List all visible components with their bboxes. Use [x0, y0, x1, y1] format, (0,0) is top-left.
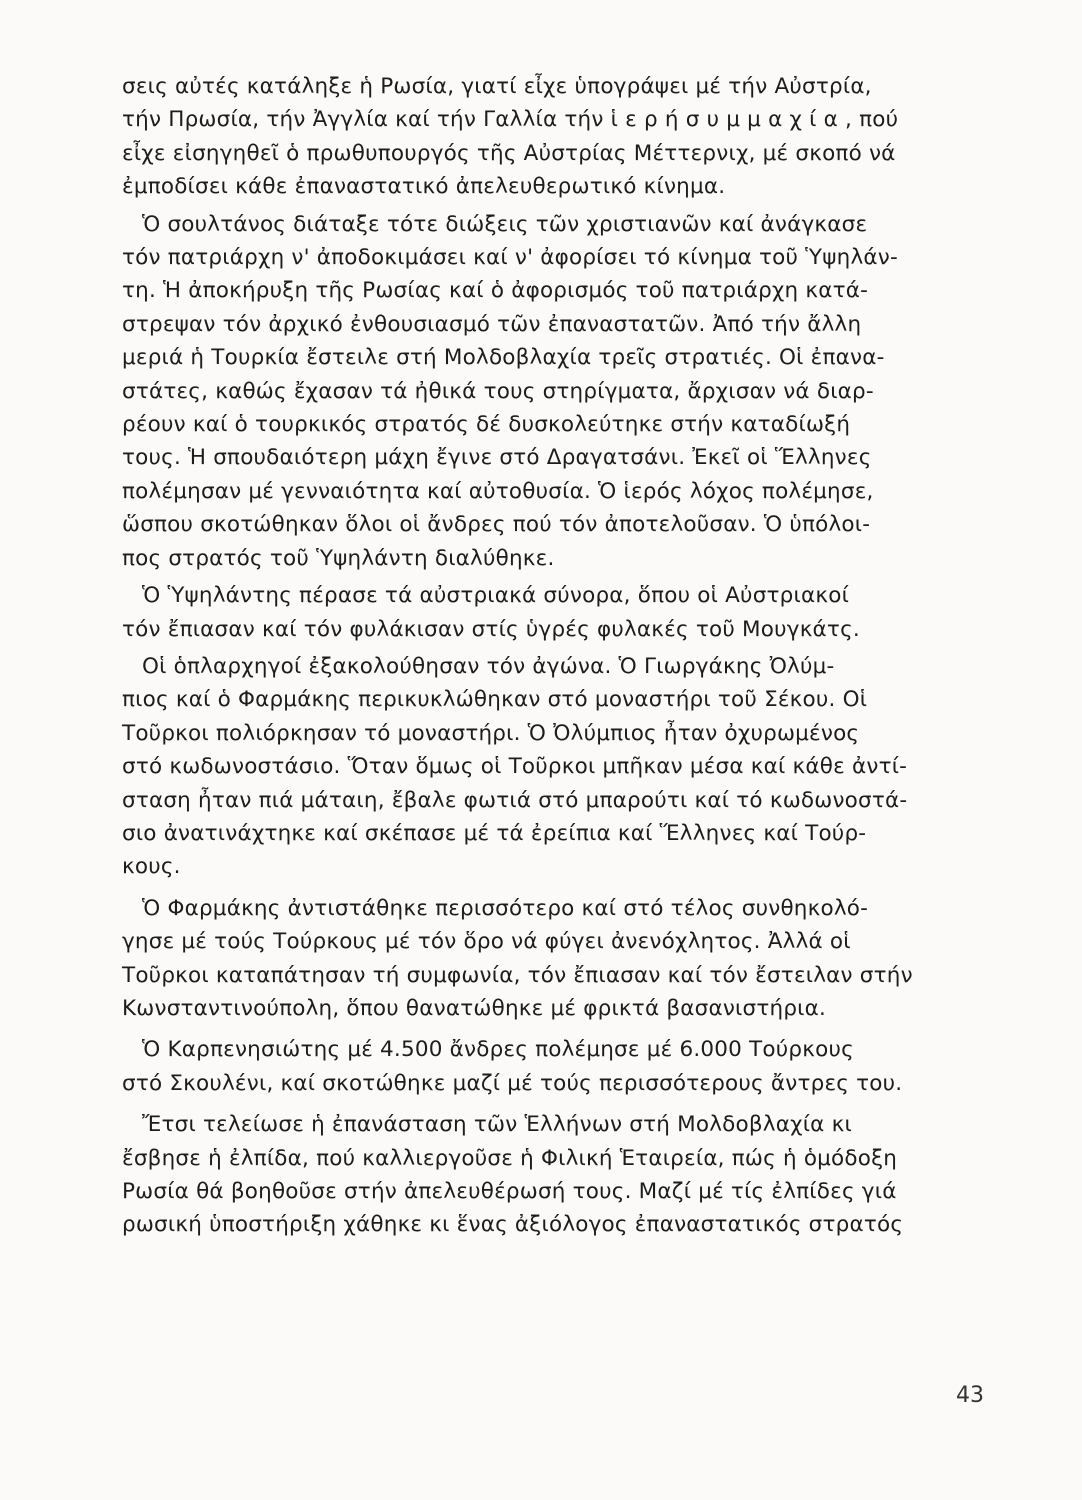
paragraph-5: Ὁ Φαρμάκης ἀντιστάθηκε περισσότερο καί στό τέλος συνθηκολό- γησε μέ τούς Τούρκους μέ τόν ὅρο νά φύγει ἀνενόχλητος. Ἀλλά οἱ Τοῦρκοι καταπάτησαν τή συμφωνία, τόν ἔπιασαν καί τόν ἔστειλαν στήν Κωνσταντινούπολη, ὅπου θανατώθηκε μέ φρικτά βασανιστήρια.	[122, 895, 913, 1021]
paragraph-6: Ὁ Καρπενησιώτης μέ 4.500 ἄνδρες πολέμησε μέ 6.000 Τούρκους στό Σκουλένι, καί σκοτώθηκε μαζί μέ τούς περισσότερους ἄντρες του.	[122, 1037, 903, 1096]
paragraph-4: Οἱ ὁπλαρχηγοί ἐξακολούθησαν τόν ἀγώνα. Ὁ Γιωργάκης Ὀλύμ- πιος καί ὁ Φαρμάκης περικυκλώθηκαν στό μοναστήρι τοῦ Σέκου. Οἱ Τοῦρκοι πολιόρκησαν τό μοναστήρι. Ὁ Ὀλύμπιος ἦταν ὀχυρωμένος στό κωδωνοστάσιο. Ὅταν ὅμως οἱ Τοῦρκοι μπῆκαν μέσα καί κάθε ἀντί- σταση ἦταν πιά μάταιη, ἔβαλε φωτιά στό μπαρούτι καί τό κωδωνοστά- σιο ἀνατινάχτηκε καί σκέπασε μέ τά ἐρείπια καί Ἕλληνες καί Τούρ- κους.	[122, 653, 908, 880]
body-text	[122, 70, 980, 1242]
paragraph-2: Ὁ σουλτάνος διάταξε τότε διώξεις τῶν χριστιανῶν καί ἀνάγκασε τόν πατριάρχη ν' ἀποδοκιμάσει καί ν' ἀφορίσει τό κίνημα τοῦ Ὑψηλάν- τη. Ἡ ἀποκήρυξη τῆς Ρωσίας καί ὁ ἀφορισμός τοῦ πατριάρχη κατά- στρεψαν τόν ἀρχικό ἐνθουσιασμό τῶν ἐπαναστατῶν. Ἀπό τήν ἄλλη μεριά ἡ Τουρκία ἔστειλε στή Μολδοβλαχία τρεῖς στρατιές. Οἱ ἐπανα- στάτες, καθώς ἔχασαν τά ἠθικά τους στηρίγματα, ἄρχισαν νά διαρ- ρέουν καί ὁ τουρκικός στρατός δέ δυσκολεύτηκε στήν καταδίωξή τους. Ἡ σπουδαιότερη μάχη ἔγινε στό Δραγατσάνι. Ἐκεῖ οἱ Ἕλληνες πολέμησαν μέ γενναιότητα καί αὐτοθυσία. Ὁ ἱερός λόχος πολέμησε, ὥσπου σκοτώθηκαν ὅλοι οἱ ἄνδρες πού τόν ἀποτελοῦσαν. Ὁ ὑπόλοι- πος στρατός τοῦ Ὑψηλάντη διαλύθηκε.	[122, 211, 898, 571]
paragraph-1: σεις αὐτές κατάληξε ἡ Ρωσία, γιατί εἶχε ὑπογράψει μέ τήν Αὐστρία, τήν Πρωσία, τήν Ἀγγλία καί τήν Γαλλία τήν ἱ ε ρ ή σ υ μ μ α χ ί α , πού εἶχε εἰσηγηθεῖ ὁ πρωθυπουργός τῆς Αὐστρίας Μέττερνιχ, μέ σκοπό νά ἐμποδίσει κάθε ἐπαναστατικό ἀπελευθερωτικό κίνημα.	[122, 74, 899, 200]
page-number: 43	[956, 1383, 984, 1408]
paragraph-3: Ὁ Ὑψηλάντης πέρασε τά αὐστριακά σύνορα, ὅπου οἱ Αὐστριακοί τόν ἔπιασαν καί τόν φυλάκισαν στίς ὑγρές φυλακές τοῦ Μουγκάτς.	[122, 583, 860, 642]
paragraph-7: Ἔτσι τελείωσε ἡ ἐπανάσταση τῶν Ἑλλήνων στή Μολδοβλαχία κι ἔσβησε ἡ ἐλπίδα, πού καλλιεργοῦσε ἡ Φιλική Ἑταιρεία, πώς ἡ ὁμόδοξη Ρωσία θά βοηθοῦσε στήν ἀπελευθέρωσή τους. Μαζί μέ τίς ἐλπίδες γιά ρωσική ὑποστήριξη χάθηκε κι ἕνας ἀξιόλογος ἐπαναστατικός στρατός	[122, 1112, 904, 1238]
